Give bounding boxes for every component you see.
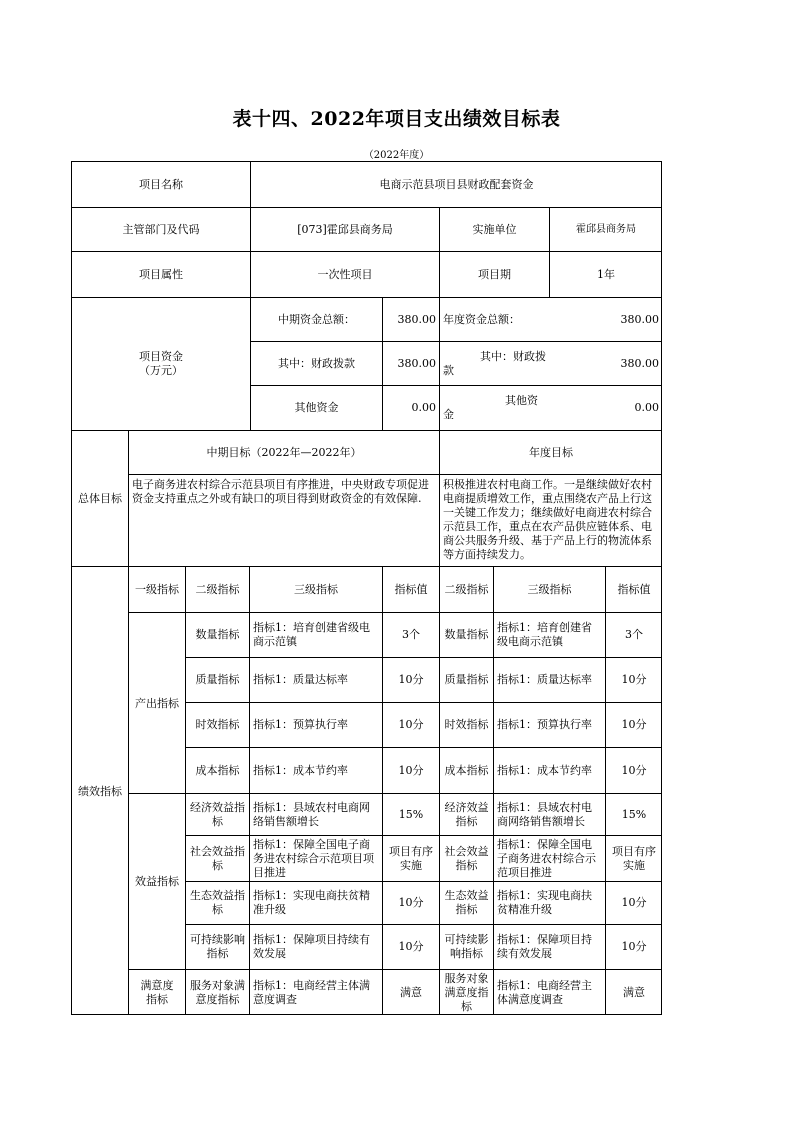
indicator-cell-l2b: 时效指标 [439, 702, 493, 747]
year-other-label-line2: 金 [443, 408, 454, 421]
indicator-cell-l3: 指标1：培育创建省级电商示范镇 [249, 612, 382, 657]
attr-value: 一次性项目 [250, 251, 439, 297]
header-level3-b: 三级指标 [493, 566, 605, 612]
mid-fiscal-value: 380.00 [382, 341, 439, 385]
indicator-cell-vb: 10分 [605, 924, 662, 969]
indicator-cell-vb: 满意 [605, 969, 662, 1015]
indicator-cell-vb: 3个 [605, 612, 662, 657]
indicator-cell-l3: 指标1：成本节约率 [249, 747, 382, 793]
period-label: 项目期 [439, 251, 549, 297]
indicator-cell-l3b: 指标1：保障全国电子商务进农村综合示范项目推进 [493, 835, 605, 881]
indicator-cell-l2: 质量指标 [185, 657, 249, 702]
indicator-cell-l3: 指标1：预算执行率 [249, 702, 382, 747]
header-value-b: 指标值 [605, 566, 662, 612]
year-total-value: 380.00 [549, 297, 662, 341]
year-fiscal-label-line2: 款 [443, 364, 454, 377]
indicator-cell-v: 10分 [382, 747, 439, 793]
year-goal-text: 积极推进农村电商工作。一是继续做好农村电商提质增效工作，重点围绕农产品上行这一关键工作发力；继续做好电商进农村综合示范县工作，重点在农产品供应链体系、电商公共服务升级、基于产品上行的物流体系等方面持续发力。 [439, 474, 662, 566]
mid-fiscal-label: 其中：财政拨款 [250, 341, 382, 385]
indicator-cell-v: 10分 [382, 881, 439, 924]
indicator-cell-l2: 可持续影响指标 [185, 924, 249, 969]
goals-label: 总体目标 [71, 430, 128, 566]
funds-label: 项目资金 [139, 350, 183, 363]
year-fiscal-label [439, 341, 549, 385]
indicator-cell-vb: 15% [605, 793, 662, 835]
indicator-cell-l3b: 指标1：电商经营主体满意度调查 [493, 969, 605, 1015]
indicator-cell-l3: 指标1：保障项目持续有效发展 [249, 924, 382, 969]
project-name-value: 电商示范县项目县财政配套资金 [250, 161, 662, 207]
indicator-cell-l2: 经济效益指标 [185, 793, 249, 835]
output-indicator-label: 产出指标 [128, 612, 185, 793]
indicator-cell-vb: 10分 [605, 702, 662, 747]
indicator-cell-l3b: 指标1：质量达标率 [493, 657, 605, 702]
page-subtitle: （2022年度） [363, 150, 430, 161]
indicator-cell-l2: 时效指标 [185, 702, 249, 747]
indicators-label: 绩效指标 [71, 566, 128, 1015]
indicator-cell-l3b: 指标1：保障项目持续有效发展 [493, 924, 605, 969]
indicator-cell-vb: 10分 [605, 657, 662, 702]
header-value: 指标值 [382, 566, 439, 612]
indicator-cell-l3: 指标1：电商经营主体满意度调查 [249, 969, 382, 1015]
header-level2: 二级指标 [185, 566, 249, 612]
indicator-cell-v: 项目有序实施 [382, 835, 439, 881]
period-value: 1年 [549, 251, 662, 297]
indicator-cell-l2b: 质量指标 [439, 657, 493, 702]
indicator-cell-l3b: 指标1：培育创建省级电商示范镇 [493, 612, 605, 657]
indicator-cell-l3b: 指标1：实现电商扶贫精准升级 [493, 881, 605, 924]
indicator-cell-l2b: 社会效益指标 [439, 835, 493, 881]
indicator-cell-l3: 指标1：保障全国电子商务进农村综合示范项目项目推进 [249, 835, 382, 881]
year-other-label-line1: 其他资 [505, 394, 538, 407]
year-fiscal-value: 380.00 [549, 341, 662, 385]
benefit-indicator-label: 效益指标 [128, 793, 185, 969]
year-other-value: 0.00 [549, 385, 662, 430]
indicator-cell-l2b: 生态效益指标 [439, 881, 493, 924]
page-title: 表十四、2022年项目支出绩效目标表 [232, 108, 561, 130]
indicator-cell-v: 3个 [382, 612, 439, 657]
indicator-cell-l2b: 经济效益指标 [439, 793, 493, 835]
indicator-cell-l3b: 指标1：预算执行率 [493, 702, 605, 747]
mid-other-label: 其他资金 [250, 385, 382, 430]
funds-unit: （万元） [139, 364, 183, 377]
indicator-cell-v: 10分 [382, 702, 439, 747]
indicator-cell-l3b: 指标1：成本节约率 [493, 747, 605, 793]
mid-goal-header: 中期目标（2022年—2022年） [128, 430, 439, 474]
impl-label: 实施单位 [439, 207, 549, 251]
project-name-label: 项目名称 [71, 161, 250, 207]
indicator-cell-l3: 指标1：质量达标率 [249, 657, 382, 702]
indicator-cell-l2: 社会效益指标 [185, 835, 249, 881]
indicator-cell-l2: 服务对象满意度指标 [185, 969, 249, 1015]
indicator-cell-l2b: 成本指标 [439, 747, 493, 793]
mid-other-value: 0.00 [382, 385, 439, 430]
indicator-cell-l3: 指标1：县域农村电商网络销售额增长 [249, 793, 382, 835]
indicator-cell-l2b: 服务对象满意度指标 [439, 969, 493, 1015]
header-level3: 三级指标 [249, 566, 382, 612]
attr-label: 项目属性 [71, 251, 250, 297]
mid-total-value: 380.00 [382, 297, 439, 341]
funds-label-cell [71, 297, 250, 430]
indicator-cell-vb: 项目有序实施 [605, 835, 662, 881]
indicator-cell-l2: 生态效益指标 [185, 881, 249, 924]
indicator-cell-v: 满意 [382, 969, 439, 1015]
dept-label: 主管部门及代码 [71, 207, 250, 251]
year-goal-header: 年度目标 [439, 430, 662, 474]
indicator-cell-vb: 10分 [605, 747, 662, 793]
year-fiscal-label-line1: 其中：财政拨 [480, 350, 546, 363]
indicator-cell-l3b: 指标1：县域农村电商网络销售额增长 [493, 793, 605, 835]
satisfaction-indicator-label: 满意度指标 [128, 969, 185, 1015]
indicator-cell-l3: 指标1：实现电商扶贫精准升级 [249, 881, 382, 924]
indicator-cell-v: 10分 [382, 657, 439, 702]
year-total-label: 年度资金总额： [439, 297, 549, 341]
indicator-cell-v: 10分 [382, 924, 439, 969]
header-level2-b: 二级指标 [439, 566, 493, 612]
indicator-cell-l2b: 数量指标 [439, 612, 493, 657]
indicator-cell-vb: 10分 [605, 881, 662, 924]
dept-value: [073]霍邱县商务局 [250, 207, 439, 251]
indicator-cell-l2b: 可持续影响指标 [439, 924, 493, 969]
mid-goal-text: 电子商务进农村综合示范县项目有序推进，中央财政专项促进资金支持重点之外或有缺口的项目得到财政资金的有效保障. [128, 474, 439, 566]
indicator-cell-l2: 数量指标 [185, 612, 249, 657]
year-other-label [439, 385, 549, 430]
indicator-cell-v: 15% [382, 793, 439, 835]
impl-value: 霍邱县商务局 [549, 207, 662, 251]
header-level1: 一级指标 [128, 566, 185, 612]
indicator-cell-l2: 成本指标 [185, 747, 249, 793]
mid-total-label: 中期资金总额： [250, 297, 382, 341]
